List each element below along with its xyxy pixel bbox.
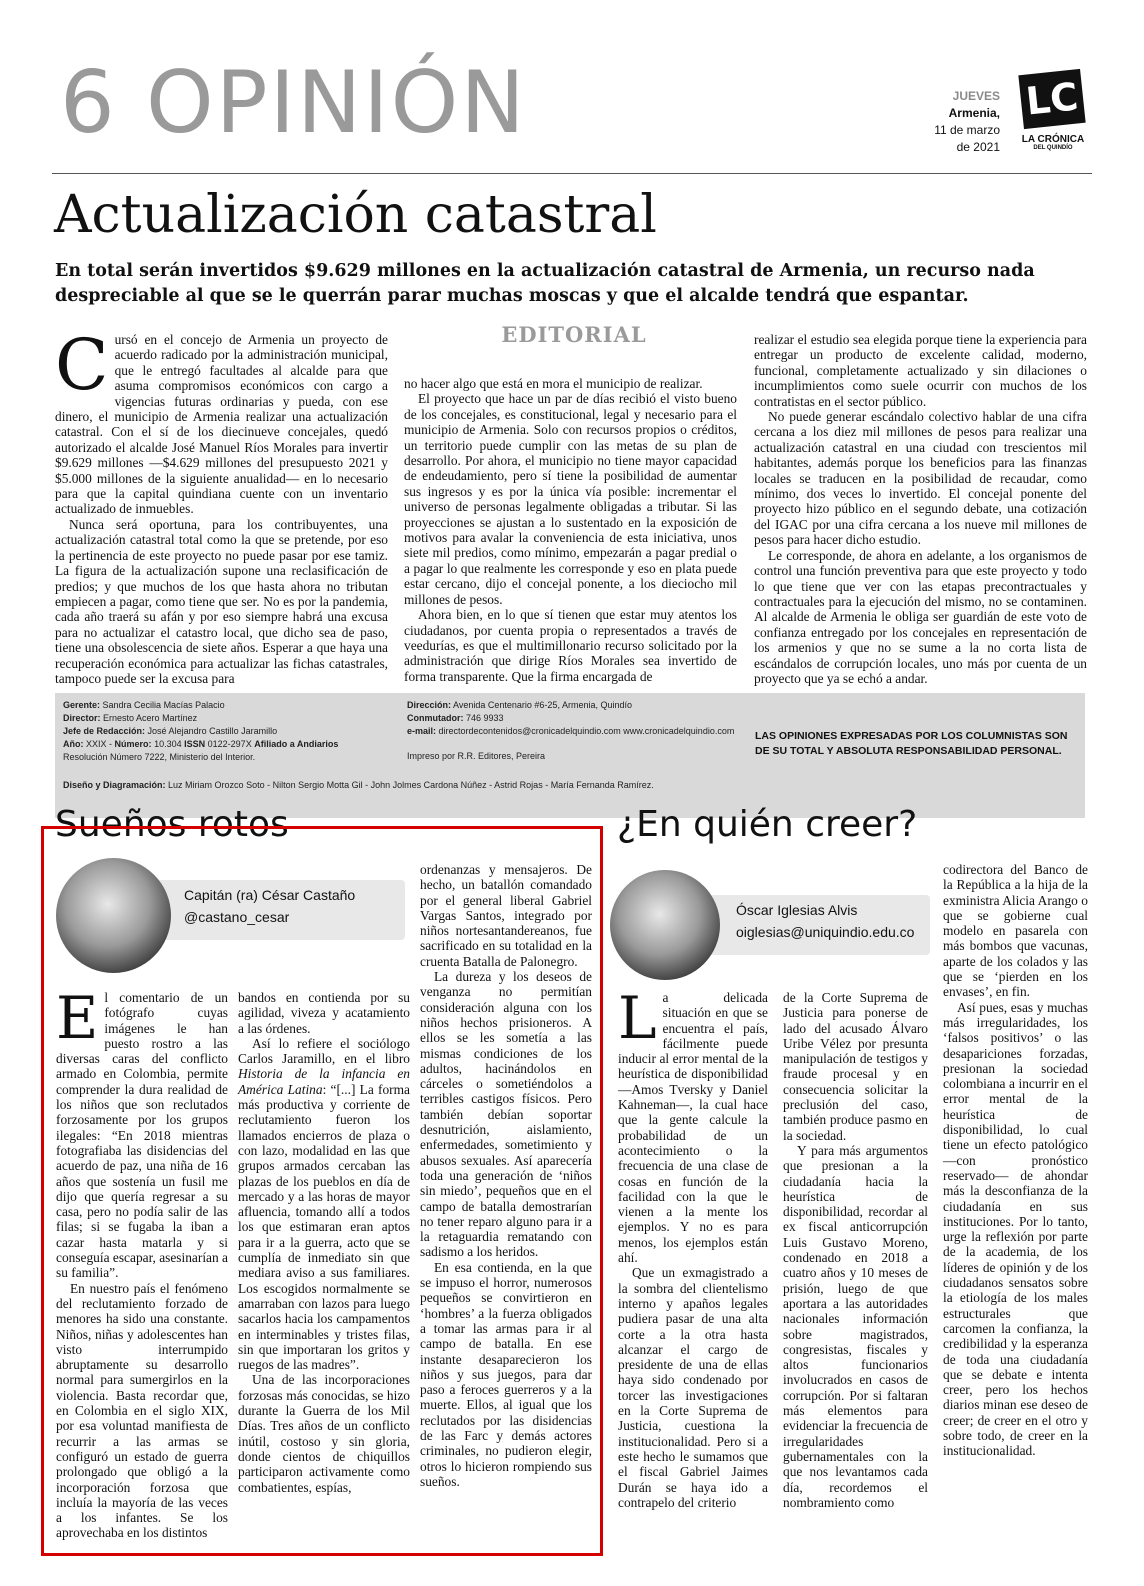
editorial-column-2 [404,376,737,684]
editorial-headline: Actualización catastral [54,185,657,245]
editorial-paragraph: Le corresponde, de ahora en adelante, a los organismos de control una función preventiva para que este proyecto y todo lo que tiene que ver con las etapas precontractuales y contractuales para la ejecución del mismo, no se contaminen. Al alcalde de Armenia le obliga ser guardián de este voto de confianza entregado por los concejales en representación de los armenios y que no se sume a la no corta lista de escándalos de corrupción locales, uno más por cuenta de un proyecto que ya se echó a andar. [754,547,1087,686]
logo-subtitle: DEL QUINDÍO [1033,145,1073,151]
date-box [900,88,1000,156]
paragraph: de la Corte Suprema de Justicia para ponerse de lado del acusado Álvaro Uribe Vélez por presunta manipulación de testigos y fraude procesal y en consecuencia solicitar la preclusión del caso, también produce pasmo en la sociedad. [783,990,928,1143]
author-name: Capitán (ra) César Castaño [184,887,356,903]
paragraph [56,984,228,1281]
paragraph: Así pues, esas y muchas más irregularidades, los ‘falsos positivos’ o las desapariciones forzadas, presionan la sociedad colombiana a incurrir en el error mental de la heurística de disponibilidad, lo cual tiene un efecto patológico —con pronóstico reservado— de ahondar más la desconfianza de la ciudadanía en sus instituciones. Por lo tanto, urge la reflexión por parte de la academia, de los líderes de opinión y de los ciudadanos sensatos sobre la etiología de los males estructurales que carcomen la confianza, la credibilidad y la esperanza de toda una ciudadanía que se debate e intenta creer, pero los hechos diarios minan ese deseo de creer; de creer en el otro y sobre todo, de creer en la institucionalidad. [943,999,1088,1459]
label: Número: [114,739,152,749]
city: Armenia, [948,106,1000,120]
paragraph-text: Así lo refiere el sociólogo Carlos Jaramillo, en el libro [238,1035,410,1067]
label: Conmutador: [407,713,464,723]
paragraph: En esa contienda, en la que se impuso el horror, numerosos pequeños se convirtieron en ‘hombres’ a la fuerza obligados a tomar las armas para ir al campo de batalla. En ese instante desaparecieron los niños y sus juegos, para dar paso a feroces guerreros y a la muerte. Ellos, al igual que los reclutados por las disidencias de las Farc y demás actores criminales, no pudieron elegir, otros lo hicieron rompiendo sus sueños. [420,1259,592,1489]
disclaimer: LAS OPINIONES EXPRESADAS POR LOS COLUMNISTAS SON DE SU TOTAL Y ABSOLUTA RESPONSABILIDAD PERSONAL. [755,730,1068,757]
paragraph: bandos en contienda por su agilidad, viveza y acatamiento a las órdenes. [238,990,410,1036]
paragraph: Que un exmagistrado a la sombra del clientelismo interno y apaños legales pudiera pasar de una alta corte a la otra hasta alcanzar el cargo de presidente de una de ellas haya sido condenado por torcer las investigaciones en la Corte Suprema de Justicia, cuestiona la institucionalidad. Pero si a este hecho le sumamos que el fiscal Gabriel Jaimes Durán se haya ido a contrapelo del criterio [618,1265,768,1510]
printer-text: Impreso por R.R. Editores, Pereira [407,751,546,761]
paragraph: ordenanzas y mensajeros. De hecho, un batallón comandado por el general liberal Gabriel Vargas Santos, integrado por niños nortesantandereanos, fue sacrificado en su totalidad en la cruenta Batalla de Palonegro. [420,862,592,969]
label: Jefe de Redacción: [63,726,146,736]
editorial-paragraph [55,324,388,517]
paragraph-text: a delicada situación en que se encuentra el país, fácilmente puede inducir al error mental de la heurística de disponibilidad —Amos Tversky y Daniel Kahneman—, la cual hace que la gente calcule la probabilidad de un acontecimiento o la frecuencia de una clase de cosas en función de la facilidad con la que le vienen a la mente los ejemplos. Y no es para menos, los ejemplos están ahí. [618,990,768,1266]
author-email[interactable]: oiglesias@uniquindio.edu.co [736,924,915,940]
paragraph: codirectora del Banco de la República a la hija de la exministra Alicia Arango o que se gobierne cual modelo en pasarela con más bombos que vacunas, aparte de los colados y las que se ‘pierden en los envases’, en fin. [943,862,1088,1000]
author-byline [700,895,930,955]
author-handle[interactable]: @castano_cesar [184,909,290,925]
resolution-text: Resolución Número 7222, Ministerio del Interior. [63,752,256,762]
value: José Alejandro Castillo Jaramillo [147,726,278,736]
paragraph-text: l comentario de un fotógrafo cuyas imágenes le han puesto rostro a las diversas caras del conflicto armado en Colombia, permite comprender la dura realidad de los niños que son reclutados forzosamente por los grupos ilegales: “En 2018 mientras fotografiaba las disidencias del acuerdo de paz, una niña de 16 años que sostenía un fusil me dijo que quería regresar a su casa, pero no podía salir de las filas; si se fugaba la iban a cazar hasta matarla y si conseguía escapar, asesinarían a su familia”. [56,990,228,1281]
paragraph [238,1036,410,1373]
paragraph [618,984,768,1266]
book-title: Historia de la infancia en América Latina [238,1066,410,1097]
label: Director: [63,713,101,723]
value: 746 9933 [466,713,504,723]
editorial-column-3 [754,332,1087,686]
label: Diseño y Diagramación: [63,780,166,790]
author-byline [140,880,405,940]
column2-text-2 [783,990,928,1510]
date-line-2: de 2021 [956,140,1000,154]
label: Año: [63,739,84,749]
column-title: ¿En quién creer? [617,804,918,845]
masthead-bottom [63,779,1063,792]
label: e-mail: [407,726,437,736]
section-title: 6 OPINIÓN [60,53,527,153]
masthead-middle [407,699,747,763]
editorial-paragraph: Nunca será oportuna, para los contribuyentes, una actualización catastral total como la que se pretende, por eso la pertinencia de este proyecto no puede pasar por ese tamiz. La figura de la actualización supone una reclasificación de predios; y que muchos de los que hasta ahora no tributan empiecen a pagar, como tiene que ser. No es por la pandemia, cada año traerá su afán y por eso siempre habrá una excusa para no actualizar el catastro local, que dicho sea de paso, tiene una obsolescencia de siete años. Esperar a que haya una recuperación económica para actualizar las fichas catastrales, tampoco puede ser la excusa para [55,516,388,686]
paragraph: La dureza y los deseos de venganza no permitían consideración alguna con los niños hechos prisioneros. A ellos se les sometía a las mismas condiciones de los adultos, hacinándolos en cárceles o sometiéndolos a terribles castigos físicos. Pero también debían soportar desnutrición, aislamiento, enfermedades, sometimiento y abusos sexuales. Así aparecería toda una generación de ‘niños sin miedo’, pequeños que en el campo de batalla demostrarían no tener reparo alguno para ir a la retaguardia rematando con sadismo a los heridos. [420,969,592,1260]
value: Avenida Centenario #6-25, Armenia, Quindío [453,700,632,710]
header-divider [52,173,1092,174]
value: Ernesto Acero Martínez [103,713,198,723]
author-name: Óscar Iglesias Alvis [736,902,858,918]
label: ISSN [184,739,206,749]
editorial-paragraph: El proyecto que hace un par de días recibió el visto bueno de los concejales, es constitucional, legal y necesario para el municipio de Armenia. Solo con recursos propios o créditos, un territorio puede cumplir con las metas de su plan de desarrollo. Por ahora, el municipio no tiene mayor capacidad de endeudamiento, pero sí tiene la posibilidad de aumentar sus ingresos y es por la única vía posible: incrementar el universo de personas legalmente obligadas a tributar. Si las proyecciones se ajustan a lo sustentado en la exposición de motivos para avalar la conveniencia de esta iniciativa, unos siete mil predios, como mínimo, empezarán a pagar predial o a pagar lo que realmente les corresponde y eso en plata puede estar cercano, dijo el concejal ponente, a los dieciocho mil millones de pesos. [404,391,737,607]
email-link[interactable]: directordecontenidos@cronicadelquindio.com www.cronicadelquindio.com [438,726,735,736]
editorial-label: EDITORIAL [501,322,647,347]
paragraph: Y para más argumentos que presionan a la ciudadanía hacia la heurística de disponibilidad, recordar al ex fiscal anticorrupción Luis Gustavo Moreno, condenado en 2018 a cuatro años y 10 meses de prisión, luego de que aportara a las autoridades nacionales información sobre magistrados, congresistas, fiscales y altos funcionarios involucrados en casos de corrupción. Por si faltaran más elementos para evidenciar la frecuencia de irregularidades gubernamentales con la que nos levantamos cada día, recordemos el nombramiento como [783,1142,928,1510]
value: Sandra Cecilia Macías Palacio [102,700,225,710]
value: Luz Miriam Orozco Soto - Nilton Sergio Motta Gil - John Jolmes Cardona Núñez - Astrid Rojas - María Fernanda Ramírez. [168,780,654,790]
label: Gerente: [63,700,101,710]
value: 10.304 [154,739,182,749]
paragraph: Una de las incorporaciones forzosas más conocidas, se hizo durante la Guerra de los Mil Días. Tres años de un conflicto inútil, costoso y sin gloria, donde cientos de chiquillos participaron activamente como combatientes, espías, [238,1372,410,1495]
paragraph-text: : “[...] La forma más productiva y corriente de reclutamiento fueron los llamados encierros de plaza o con lazo, modalidad en las que grupos armados cercaban las plazas de los pueblos en día de mercado y a las horas de mayor afluencia, tomando allí a todos los que estimaran eran aptos para ir a la guerra, acto que se cumplía de inmediato sin que mediara aviso a sus familiares. Los escogidos normalmente se amarraban con lazos para luego sacarlos hacia los campamentos en interminables y tristes filas, sin que importaran los gritos y ruegos de las madres”. [238,1081,411,1373]
column2-text-1 [618,984,768,1510]
label: Afiliado a Andiarios [254,739,339,749]
column1-text-3 [420,862,592,1489]
column2-text-3 [943,862,1088,1459]
editorial-paragraph: Ahora bien, en lo que sí tienen que estar muy atentos los ciudadanos, por cuenta propia o representados a través de veedurías, es que el multimillonario recurso solicitado por la administración que dirige Ríos Morales sea invertido de forma transparente. Que la firma encargada de [404,607,737,684]
masthead-left [63,699,403,764]
author-photo [610,870,720,980]
drop-cap: L [618,984,657,1052]
paragraph: En nuestro país el fenómeno del reclutamiento forzado de menores ha sido una constante. Niños, niñas y adolescentes han visto interrumpido abruptamente su desarrollo normal para sumergirlos en la violencia. Basta recordar que, en Colombia en el siglo XIX, por esa voluntad manifiesta de recurrir a las armas se configuró un estado de guerra prolongado que obligó a la incorporación forzosa que incluía la mayoría de las veces a los infantes. Se los aprovechaba en los distintos [56,1280,228,1541]
column-title: Sueños rotos [55,804,289,845]
editorial-column-1 [55,324,388,686]
column1-text-1 [56,984,228,1541]
label: Dirección: [407,700,452,710]
drop-cap: C [55,324,109,406]
date-line-1: 11 de marzo [934,123,1000,137]
weekday: JUEVES [952,89,1000,103]
value: 0122-297X [207,739,252,749]
drop-cap: E [56,984,99,1052]
column1-text-2 [238,990,410,1495]
paragraph-text: ursó en el concejo de Armenia un proyecto de acuerdo radicado por la administración municipal, que le entregó facultades al alcalde para que asuma compromisos económicos con cargo a vigencias futuras ordinarias y pueda, con ese dinero, el municipio de Armenia realizar una actualización catastral. Con el sí de los diecinueve concejales, quedó autorizado el alcalde José Manuel Ríos Morales para invertir $9.629 millones —$4.629 millones del presupuesto 2021 y $5.000 millones de la siguiente anualidad— en lo necesario para que la capital quindiana cuente con un inventario actualizado de inmuebles. [55,332,388,517]
masthead-box [55,693,1085,818]
editorial-deck: En total serán invertidos $9.629 millones en la actualización catastral de Armenia, un recurso nada despreciable al que se le querrán parar muchas moscas y que el alcalde tendrá que espantar. [55,261,1035,306]
editorial-paragraph: no hacer algo que está en mora el municipio de realizar. [404,376,703,391]
logo-name: LA CRÓNICA [1021,134,1085,145]
value: XXIX - [86,739,113,749]
editorial-paragraph: No puede generar escándalo colectivo hablar de una cifra cercana a los diez mil millones de pesos para realizar una actualización catastral en una ciudad con trescientos mil habitantes, además porque los beneficios para las finanzas locales se traducen en la posibilidad de recaudar, como mínimo, dos veces lo invertido. El concejal ponente del proyecto hizo público en el segundo debate, una cotización del IGAC por una cifra cercana a los nueve mil millones de pesos para hacer dicho estudio. [754,409,1087,548]
logo-mark: LC [1018,69,1085,129]
newspaper-logo [1013,72,1093,162]
editorial-paragraph: realizar el estudio sea elegida porque tiene la experiencia para entregar un producto de excelente calidad, moderno, funcional, completamente actualizado y sin dilaciones o incumplimientos como suele ocurrir con muchos de los contratistas en el sector público. [754,332,1087,409]
author-photo [56,858,171,973]
